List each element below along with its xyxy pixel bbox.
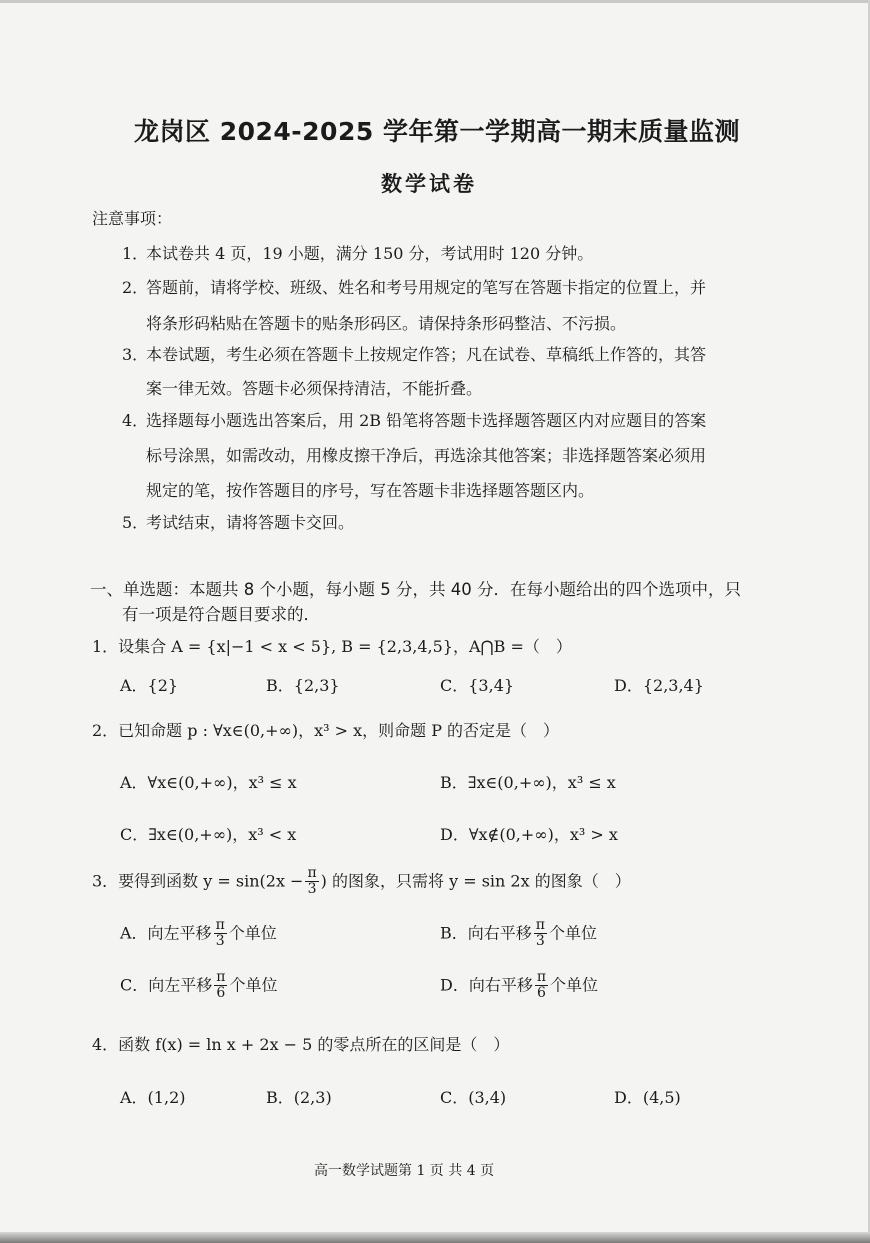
notice-item-2-line-1: 答题前，请将学校、班级、姓名和考号用规定的笔写在答题卡指定的位置上，并 — [146, 278, 707, 297]
fraction-numerator: π — [216, 969, 226, 985]
page-edge-top — [0, 0, 870, 3]
question-3-stem-fraction — [305, 866, 318, 898]
question-1-option-d: D．{2,3,4} — [614, 676, 704, 695]
fraction-numerator: π — [535, 917, 545, 933]
fraction-denominator: 6 — [536, 985, 546, 1002]
option-c-pre: C．向左平移 — [120, 975, 213, 995]
option-a-pre: A．向左平移 — [120, 923, 212, 943]
exam-title: 龙岗区 2024-2025 学年第一学期高一期末质量监测 — [134, 117, 740, 146]
question-4-option-a: A．(1,2) — [120, 1088, 186, 1107]
fraction-numerator: π — [307, 865, 317, 881]
option-a-post: 个单位 — [228, 923, 277, 943]
notice-item-4-line-3: 规定的笔，按作答题目的序号，写在答题卡非选择题答题区内。 — [146, 481, 595, 500]
question-3-option-b — [440, 918, 597, 950]
option-d-fraction — [535, 970, 548, 1002]
notice-item-5-num: 5． — [122, 513, 149, 532]
question-3-option-c — [120, 970, 277, 1002]
option-b-post: 个单位 — [548, 923, 597, 943]
question-3-stem-pre: 3．要得到函数 y = sin(2x − — [92, 871, 304, 891]
notice-item-4-num: 4． — [122, 411, 149, 430]
fraction-numerator: π — [536, 969, 547, 985]
notice-heading: 注意事项： — [92, 209, 173, 228]
fraction-denominator: 3 — [215, 933, 225, 950]
notice-item-4-line-1: 选择题每小题选出答案后，用 2B 铅笔将答题卡选择题答题区内对应题目的答案 — [146, 411, 707, 430]
question-3-option-a — [120, 918, 277, 950]
option-c-fraction — [214, 970, 227, 1002]
notice-item-3-line-2: 案一律无效。答题卡必须保持清洁，不能折叠。 — [146, 379, 483, 398]
question-4-stem: 4．函数 f(x) = ln x + 2x − 5 的零点所在的区间是（ ） — [92, 1035, 510, 1054]
question-4-option-b: B．(2,3) — [266, 1088, 332, 1107]
fraction-numerator: π — [215, 917, 225, 933]
fraction-denominator: 6 — [216, 985, 226, 1002]
fraction-denominator: 3 — [307, 881, 317, 898]
question-1-stem: 1．设集合 A = {x|−1 < x < 5}, B = {2,3,4,5}，A⋂B =（ ） — [92, 637, 572, 656]
question-1-option-b: B．{2,3} — [266, 676, 340, 695]
notice-item-3-num: 3． — [122, 345, 149, 364]
section-heading-line-2: 有一项是符合题目要求的． — [122, 605, 320, 624]
question-1-option-a: A．{2} — [120, 676, 179, 695]
notice-item-2-num: 2． — [122, 278, 149, 297]
notice-item-3-line-1: 本卷试题，考生必须在答题卡上按规定作答；凡在试卷、草稿纸上作答的，其答 — [146, 345, 707, 364]
question-2-option-a: A．∀x∈(0,+∞)，x³ ≤ x — [120, 773, 297, 792]
option-a-fraction — [214, 918, 227, 950]
notice-item-1-num: 1． — [122, 244, 149, 263]
question-3-option-d — [440, 970, 598, 1002]
question-3-stem-post: ) 的图象，只需将 y = sin 2x 的图象（ ） — [320, 871, 631, 891]
question-3-stem — [92, 866, 631, 898]
section-heading-line-1: 一、单选题：本题共 8 个小题，每小题 5 分，共 40 分．在每小题给出的四个选项中，只 — [90, 580, 741, 599]
question-2-stem: 2．已知命题 p : ∀x∈(0,+∞)，x³ > x，则命题 P 的否定是（ ） — [92, 721, 560, 740]
question-2-option-c: C．∃x∈(0,+∞)，x³ < x — [120, 825, 297, 844]
question-2-option-d: D．∀x∉(0,+∞)，x³ > x — [440, 825, 618, 844]
question-4-option-c: C．(3,4) — [440, 1088, 507, 1107]
option-c-post: 个单位 — [229, 975, 278, 995]
question-2-option-b: B．∃x∈(0,+∞)，x³ ≤ x — [440, 773, 616, 792]
option-d-post: 个单位 — [550, 975, 599, 995]
question-1-option-c: C．{3,4} — [440, 676, 515, 695]
notice-item-2-line-2: 将条形码粘贴在答题卡的贴条形码区。请保持条形码整洁、不污损。 — [146, 314, 627, 333]
option-b-pre: B．向右平移 — [440, 923, 532, 943]
option-b-fraction — [534, 918, 547, 950]
notice-item-1-line-1: 本试卷共 4 页，19 小题，满分 150 分，考试用时 120 分钟。 — [146, 244, 594, 263]
exam-subtitle: 数学试卷 — [381, 172, 477, 196]
option-d-pre: D．向右平移 — [440, 975, 533, 995]
notice-item-5-line-1: 考试结束，请将答题卡交回。 — [146, 513, 355, 532]
question-4-option-d: D．(4,5) — [614, 1088, 681, 1107]
page-edge-bottom — [0, 1232, 870, 1243]
fraction-denominator: 3 — [535, 933, 545, 950]
notice-item-4-line-2: 标号涂黑，如需改动，用橡皮擦干净后，再选涂其他答案；非选择题答案必须用 — [146, 446, 707, 465]
page-footer: 高一数学试题第 1 页 共 4 页 — [314, 1163, 495, 1179]
